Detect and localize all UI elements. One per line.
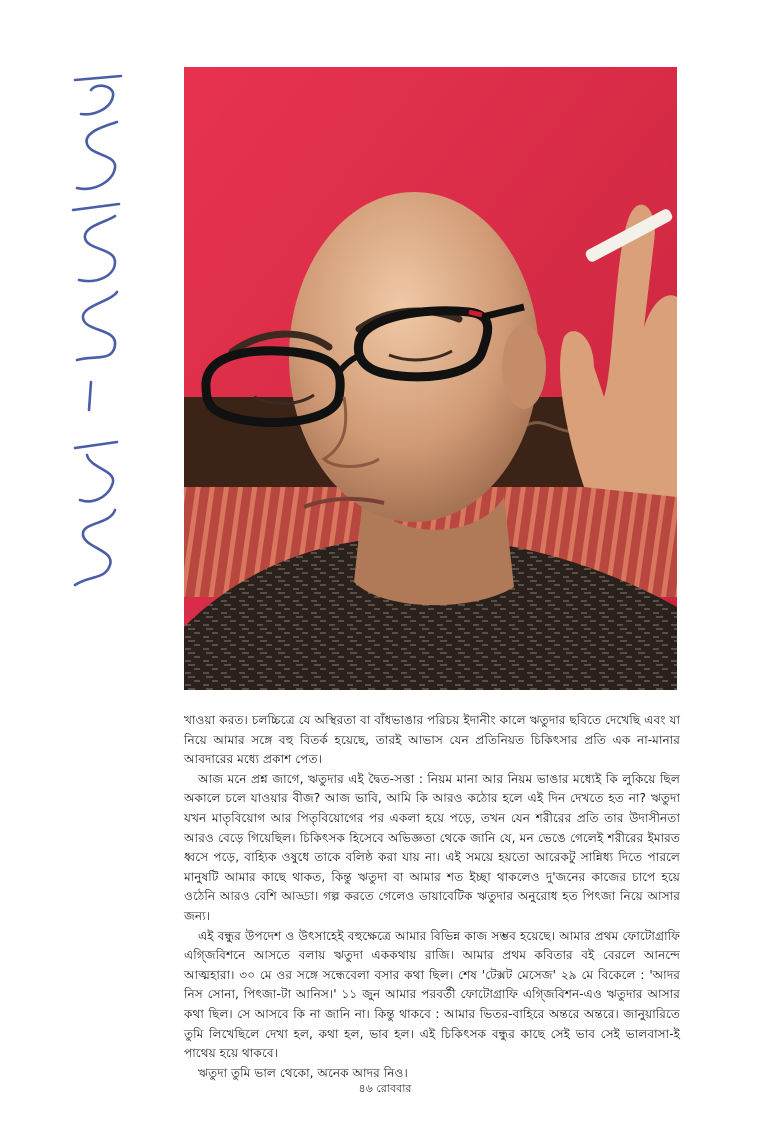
article-paragraph: এই বন্ধুর উপদেশ ও উৎসাহেই বহুক্ষেত্রে আমার বিভিন্ন কাজ সম্ভব হয়েছে। আমার প্রথম ফোটোগ্রাফি এগ্জিবিশনে আসতে বলায় ঋতুদা এককথায় রাজি। আমার প্রথম কবিতার বই বেরলে আনন্দে আত্মহারা। ৩০ মে ওর সঙ্গে সন্ধেবেলা বসার কথা ছিল। শেষ 'টেক্সট মেসেজ' ২৯ মে বিকেলে : 'আদর নিস সোনা, পিৎজা-টা আনিস।' ১১ জুন আমার পরবর্তী ফোটোগ্রাফি এগ্জিবিশন-এও ঋতুদার আসার কথা ছিল। সে আসবে কি না জানি না। কিন্তু থাকবে : আমার ভিতর-বাহিরে অন্তরে অন্তরে। জানুয়ারিতে তুমি লিখেছিলে দেখা হল, কথা হল, ভাব হল। এই চিকিৎসক বন্ধুর কাছে সেই ভাব সেই ভালবাসা-ই পাথেয় হয়ে থাকবে।	[184, 928, 680, 1061]
article-paragraph: আজ মনে প্রশ্ন জাগে, ঋতুদার এই দ্বৈত-সত্তা : নিয়ম মানা আর নিয়ম ভাঙার মধ্যেই কি লুকিয়ে ছিল অকালে চলে যাওয়ার বীজ? আজ ভাবি, আমি কি আরও কঠোর হলে এই দিন দেখতে হত না? ঋতুদা যখন মাতৃবিয়োগ আর পিতৃবিয়োগের পর একলা হয়ে পড়ে, তখন যেন শরীরের প্রতি তার উদাসীনতা আরও বেড়ে গিয়েছিল। চিকিৎসক হিসেবে অভিজ্ঞতা থেকে জানি যে, মন ভেঙে গেলেই শরীরের ইমারত ধ্বসে পড়ে, বাহ্যিক ওষুধে তাকে বলিষ্ঠ করা যায় না। এই সময়ে হয়তো আরেকটু সান্নিধ্য দিতে পারলে মানুষটি আমার কাছে থাকত, কিন্তু ঋতুদা বা আমার শত ইচ্ছা থাকলেও দু'জনের কাজের চাপে হয়ে ওঠেনি আরও বেশি আড্ডা। গল্প করতে গেলেও ডায়াবেটিক ঋতুদার অনুরোধ হত পিৎজা নিয়ে আসার জন্য।	[184, 771, 680, 923]
article-body	[184, 711, 680, 1083]
article-paragraph: ঋতুদা তুমি ভাল থেকো, অনেক আদর নিও।	[198, 1065, 408, 1080]
page-footer: ৪৬ রোববার	[358, 1082, 412, 1095]
article-paragraph: খাওয়া করত। চলচ্চিত্রে যে অস্থিরতা বা বাঁধভাঙার পরিচয় ইদানীং কালে ঋতুদার ছবিতে দেখেছি এবং যা নিয়ে আমার সঙ্গে বহু বিতর্ক হয়েছে, তারই আভাস যেন প্রতিনিয়ত চিকিৎসার প্রতি এক না-মানার আবদারের মধ্যে প্রকাশ পেত।	[184, 713, 680, 767]
handwritten-signature	[55, 70, 150, 600]
portrait-photo	[184, 67, 677, 690]
